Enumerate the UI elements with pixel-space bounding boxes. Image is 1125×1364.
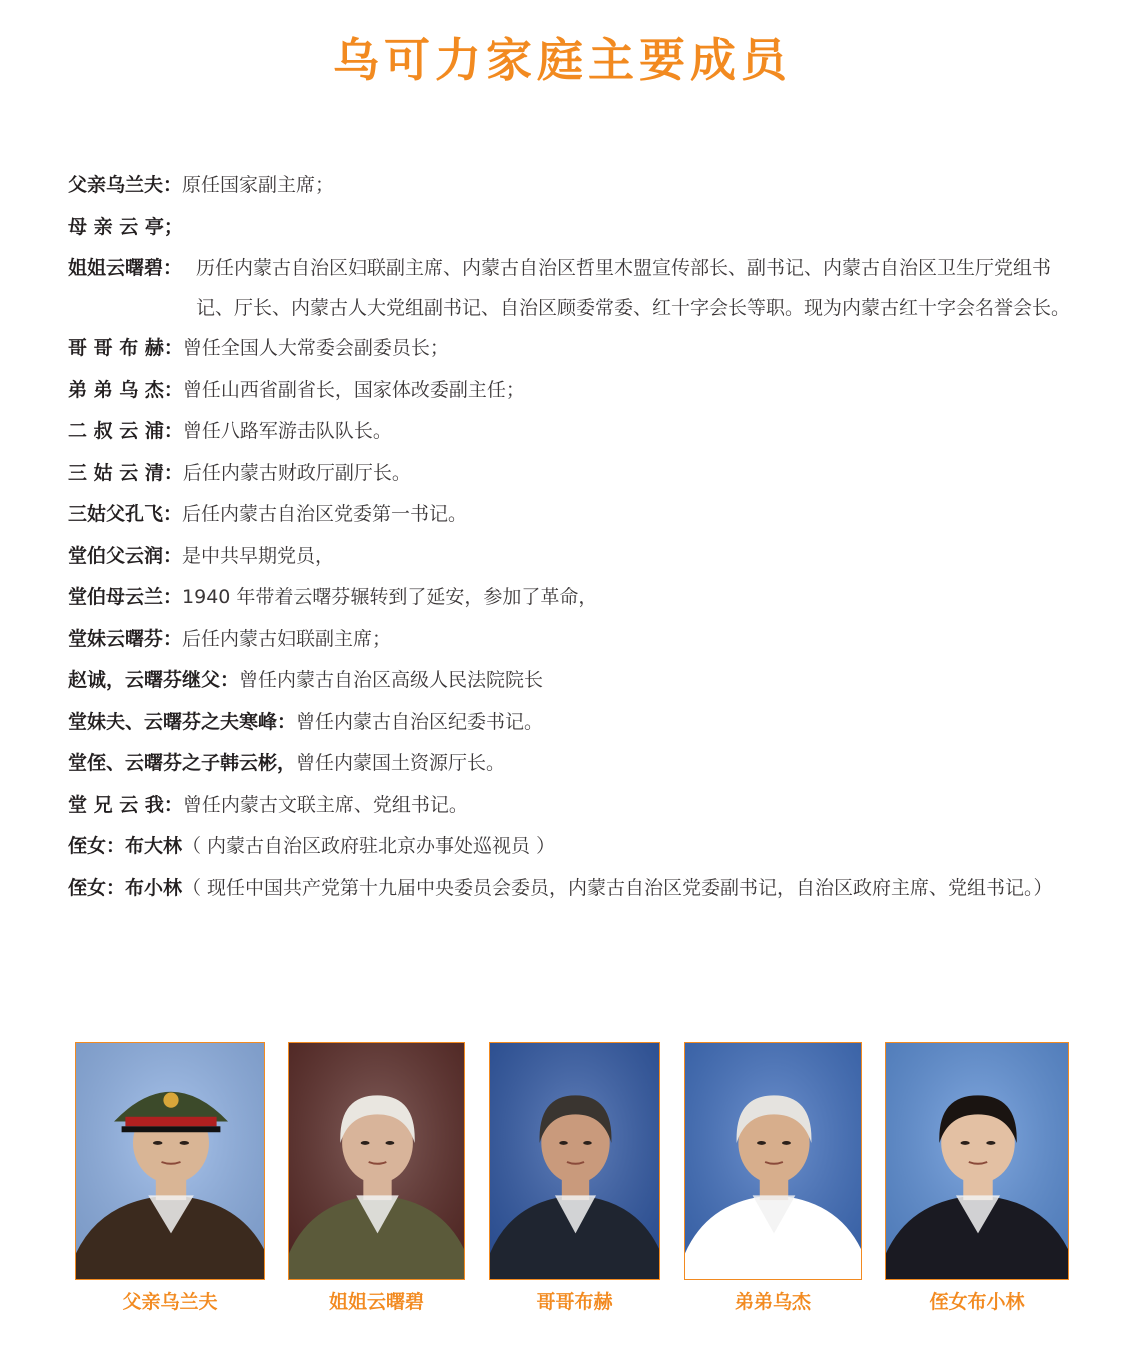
- member-entry: [68, 868, 1078, 910]
- member-description: 曾任内蒙古自治区高级人民法院院长: [239, 669, 544, 691]
- member-description: 曾任八路军游击队队长。: [182, 420, 392, 442]
- member-description: 曾任内蒙古文联主席、党组书记。: [182, 793, 468, 816]
- photo-caption: 侄女布小林: [929, 1291, 1025, 1313]
- portrait-photo: [885, 1042, 1069, 1280]
- member-entry: [68, 743, 1078, 785]
- member-entry: [68, 453, 1078, 495]
- photo-card: [75, 1042, 265, 1342]
- member-entry: [68, 660, 1078, 702]
- member-label: 堂伯父云润：: [68, 544, 183, 567]
- member-label: 弟 弟 乌 杰：: [68, 378, 183, 401]
- member-description: （ 内蒙古自治区政府驻北京办事处巡视员 ）: [182, 835, 556, 857]
- member-label: 堂侄、云曙芬之子韩云彬，: [68, 752, 297, 774]
- member-label: 三 姑 云 清：: [68, 461, 183, 484]
- member-entry: [68, 328, 1078, 370]
- photo-caption: 哥哥布赫: [536, 1291, 613, 1313]
- member-description: 后任内蒙古妇联副主席；: [182, 627, 392, 650]
- photo-caption: 父亲乌兰夫: [122, 1291, 218, 1313]
- member-description: 曾任内蒙国土资源厅长。: [296, 752, 506, 774]
- portrait-photo: [75, 1042, 265, 1280]
- member-description: 后任内蒙古自治区党委第一书记。: [182, 503, 468, 525]
- member-label: 姐姐云曙碧：: [68, 257, 183, 279]
- photo-gallery: [0, 1042, 1125, 1342]
- member-entry: [68, 207, 1078, 249]
- member-label: 父亲乌兰夫：: [68, 174, 183, 196]
- portrait-photo: [489, 1042, 660, 1280]
- member-entry: [68, 411, 1078, 453]
- photo-caption: 弟弟乌杰: [734, 1291, 811, 1313]
- page-title: 乌可力家庭主要成员: [333, 33, 792, 87]
- member-label: 赵诚，云曙芬继父：: [68, 669, 240, 691]
- member-label: 堂妹云曙芬：: [68, 627, 183, 650]
- member-entry: [68, 577, 1078, 619]
- member-description: 原任国家副主席；: [182, 174, 335, 196]
- member-label: 母 亲 云 亭；: [68, 215, 183, 238]
- member-entry: [68, 494, 1078, 536]
- photo-card: [288, 1042, 465, 1342]
- member-entry: [68, 702, 1078, 744]
- photo-card: [684, 1042, 862, 1342]
- member-description: 历任内蒙古自治区妇联副主席、内蒙古自治区哲里木盟宣传部长、副书记、内蒙古自治区卫生厅党组书记、厅长、内蒙古人大党组副书记、自治区顾委常委、红十字会长等职。现为内蒙古红十字会名誉会长。: [196, 257, 1071, 319]
- member-label: 哥 哥 布 赫：: [68, 337, 183, 359]
- portrait-photo: [684, 1042, 862, 1280]
- member-entry: [68, 370, 1078, 412]
- photo-card: [489, 1042, 660, 1342]
- member-label: 堂 兄 云 我：: [68, 793, 183, 816]
- member-label: 二 叔 云 浦：: [68, 420, 183, 442]
- member-label: 侄女：布大林: [68, 835, 183, 857]
- member-entry: [68, 785, 1078, 827]
- member-description: 1940 年带着云曙芬辗转到了延安，参加了革命，: [182, 586, 598, 608]
- portrait-photo: [288, 1042, 465, 1280]
- member-label: 侄女：布小林: [68, 876, 183, 899]
- member-description: 后任内蒙古财政厅副厅长。: [182, 461, 411, 484]
- member-entry: [68, 619, 1078, 661]
- member-entry: [68, 165, 1078, 207]
- member-description: 曾任山西省副省长，国家体改委副主任；: [182, 378, 525, 401]
- member-label: 堂妹夫、云曙芬之夫寒峰：: [68, 710, 297, 733]
- photo-caption: 姐姐云曙碧: [328, 1291, 424, 1313]
- member-description: 是中共早期党员，: [182, 544, 335, 567]
- member-description: 曾任全国人大常委会副委员长；: [182, 337, 449, 359]
- member-label: 三姑父孔飞：: [68, 503, 183, 525]
- photo-card: [885, 1042, 1069, 1342]
- member-label: 堂伯母云兰：: [68, 586, 183, 608]
- member-description: （ 现任中国共产党第十九届中央委员会委员，内蒙古自治区党委副书记，自治区政府主席、党组书记。）: [182, 876, 1053, 899]
- member-description: 曾任内蒙古自治区纪委书记。: [296, 710, 544, 733]
- member-list: [68, 165, 1078, 909]
- member-entry: [68, 248, 1078, 328]
- member-entry: [68, 536, 1078, 578]
- member-entry: [68, 826, 1078, 868]
